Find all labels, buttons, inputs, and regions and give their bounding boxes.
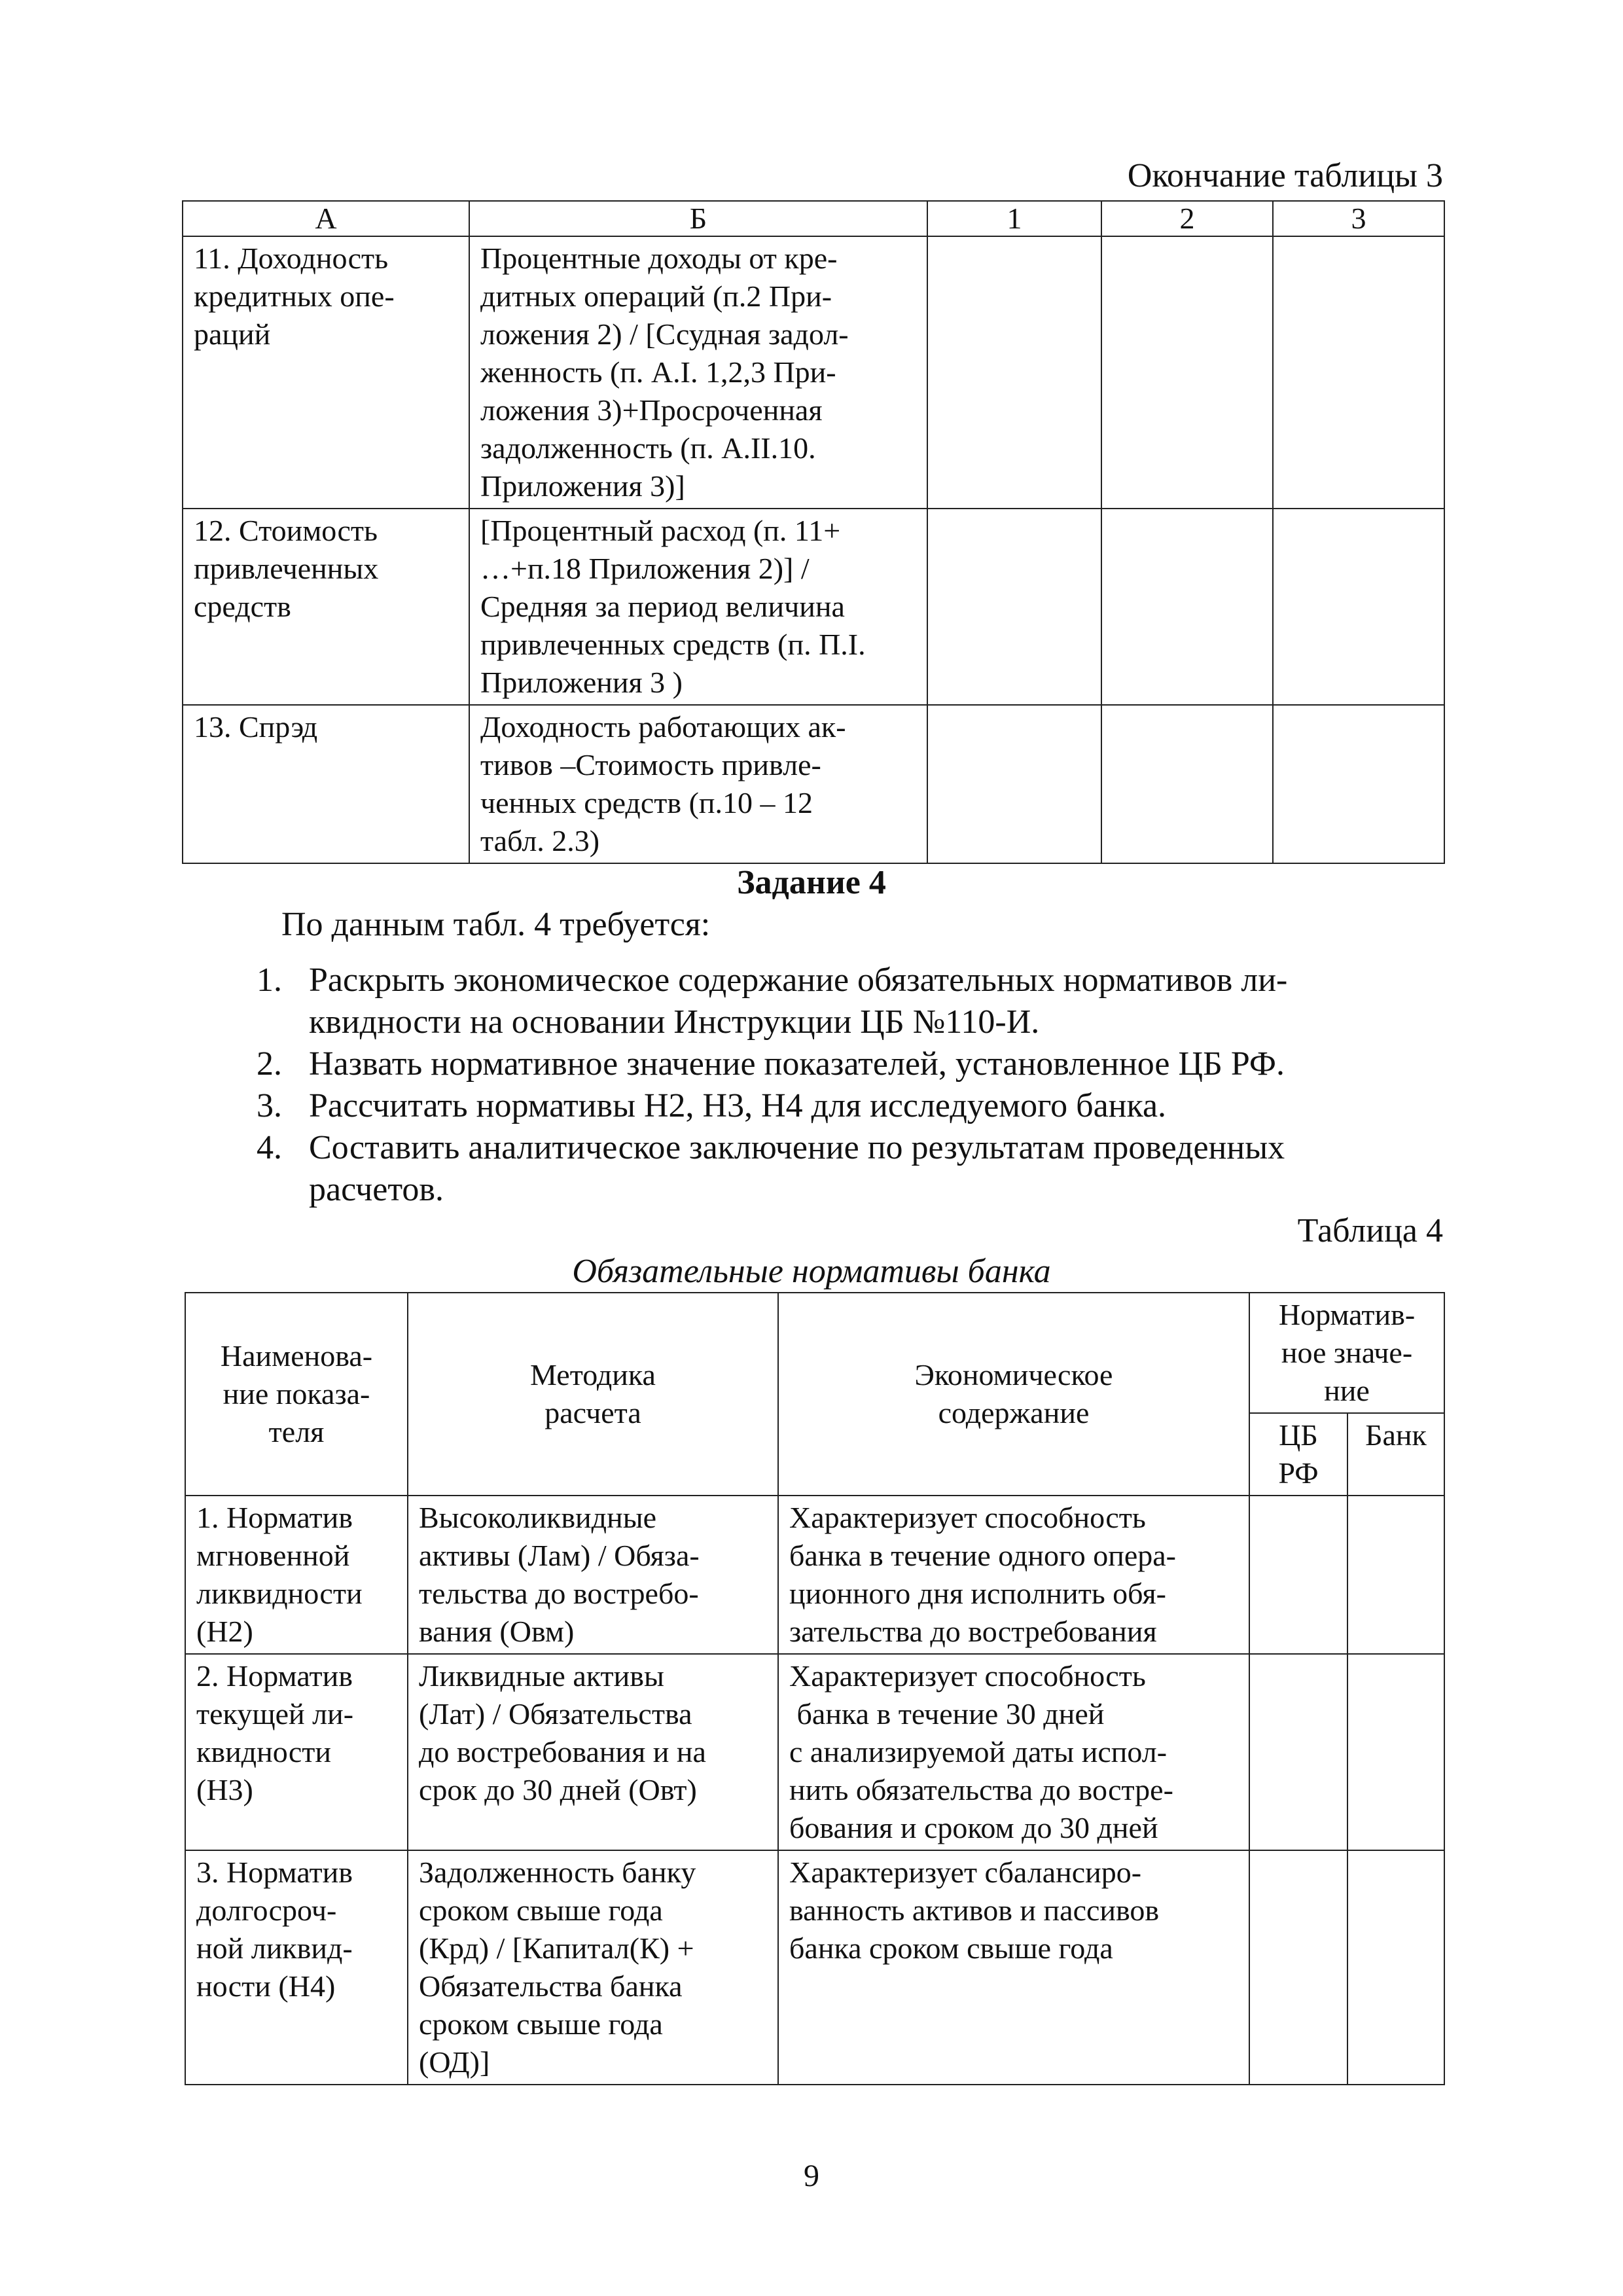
task-title: Задание 4	[737, 864, 886, 901]
table3	[182, 200, 1445, 864]
formula-cell: [Процентный расход (п. 11+ …+п.18 Приложения 2)] / Средняя за период величина привлеченных средств (п. П.I. Приложения 3 )	[469, 509, 927, 705]
bank-value-cell[interactable]	[1347, 1496, 1444, 1654]
table3-header-row	[183, 201, 1444, 236]
task-list	[257, 960, 1444, 1211]
table3-header-1: 1	[927, 201, 1101, 236]
header-bank: Банк	[1347, 1413, 1444, 1496]
economic-content-cell: Характеризует способность банка в течение одного опера- ционного дня исполнить обя- зательства до востребования	[778, 1496, 1249, 1654]
table3-header-b: Б	[469, 201, 927, 236]
method-cell: Ликвидные активы (Лат) / Обязательства до востребования и на срок до 30 дней (Овт)	[408, 1654, 778, 1850]
table-row	[183, 705, 1444, 863]
table3-header-2: 2	[1101, 201, 1273, 236]
list-item: 3. Рассчитать нормативы Н2, Н3, Н4 для исследуемого банка.	[257, 1085, 1444, 1127]
header-norm-value: Норматив- ное значе- ние	[1249, 1293, 1444, 1413]
value-cell-1[interactable]	[927, 705, 1101, 863]
list-item: 4. Составить аналитическое заключение по результатам проведенных расчетов.	[257, 1127, 1444, 1211]
bank-value-cell[interactable]	[1347, 1654, 1444, 1850]
table3-header-3: 3	[1273, 201, 1444, 236]
table-row	[183, 236, 1444, 509]
list-item-number: 1.	[257, 961, 282, 999]
table4-title: Обязательные нормативы банка	[572, 1253, 1051, 1290]
method-cell: Высоколиквидные активы (Лам) / Обяза- тельства до востребо- вания (Овм)	[408, 1496, 778, 1654]
list-item-number: 3.	[257, 1087, 282, 1124]
list-item: 2. Назвать нормативное значение показателей, установленное ЦБ РФ.	[257, 1043, 1444, 1085]
list-item: 1. Раскрыть экономическое содержание обязательных нормативов ли- квидности на основании Инструкции ЦБ №110-И.	[257, 960, 1444, 1043]
table4-header-row	[185, 1293, 1444, 1413]
formula-cell: Процентные доходы от кре- дитных операций (п.2 При- ложения 2) / [Ссудная задол- женность (п. А.I. 1,2,3 При- ложения 3)+Просроченная задолженность (п. А.II.10. Приложения 3)]	[469, 236, 927, 509]
cb-rf-value-cell[interactable]	[1249, 1654, 1347, 1850]
indicator-name-cell: 11. Доходность кредитных опе- раций	[183, 236, 469, 509]
table4	[185, 1292, 1445, 2085]
value-cell-3[interactable]	[1273, 705, 1444, 863]
header-method: Методика расчета	[408, 1293, 778, 1496]
list-item-number: 2.	[257, 1045, 282, 1083]
table3-continuation-caption: Окончание таблицы 3	[1127, 157, 1443, 194]
method-cell: Задолженность банку сроком свыше года (Крд) / [Капитал(К) + Обязательства банка сроком свыше года (ОД)]	[408, 1850, 778, 2085]
page-number: 9	[804, 2159, 819, 2193]
header-cb-rf: ЦБ РФ	[1249, 1413, 1347, 1496]
header-indicator-name: Наименова- ние показа- теля	[185, 1293, 408, 1496]
header-economic-content: Экономическое содержание	[778, 1293, 1249, 1496]
task-intro: По данным табл. 4 требуется:	[281, 906, 711, 943]
indicator-name-cell: 2. Норматив текущей ли- квидности (Н3)	[185, 1654, 408, 1850]
value-cell-3[interactable]	[1273, 509, 1444, 705]
indicator-name-cell: 12. Стоимость привлеченных средств	[183, 509, 469, 705]
list-item-number: 4.	[257, 1129, 282, 1166]
table-row	[185, 1850, 1444, 2085]
value-cell-1[interactable]	[927, 509, 1101, 705]
value-cell-2[interactable]	[1101, 509, 1273, 705]
table4-caption: Таблица 4	[1297, 1212, 1443, 1249]
indicator-name-cell: 3. Норматив долгосроч- ной ликвид- ности (Н4)	[185, 1850, 408, 2085]
table-row	[185, 1496, 1444, 1654]
indicator-name-cell: 1. Норматив мгновенной ликвидности (Н2)	[185, 1496, 408, 1654]
bank-value-cell[interactable]	[1347, 1850, 1444, 2085]
table3-header-a: А	[183, 201, 469, 236]
economic-content-cell: Характеризует сбалансиро- ванность активов и пассивов банка сроком свыше года	[778, 1850, 1249, 2085]
value-cell-2[interactable]	[1101, 705, 1273, 863]
value-cell-3[interactable]	[1273, 236, 1444, 509]
value-cell-1[interactable]	[927, 236, 1101, 509]
formula-cell: Доходность работающих ак- тивов –Стоимость привле- ченных средств (п.10 – 12 табл. 2.3)	[469, 705, 927, 863]
value-cell-2[interactable]	[1101, 236, 1273, 509]
economic-content-cell: Характеризует способность банка в течение 30 дней с анализируемой даты испол- нить обязательства до востре- бования и сроком до 30 дней	[778, 1654, 1249, 1850]
cb-rf-value-cell[interactable]	[1249, 1496, 1347, 1654]
table-row	[185, 1654, 1444, 1850]
cb-rf-value-cell[interactable]	[1249, 1850, 1347, 2085]
table-row	[183, 509, 1444, 705]
indicator-name-cell: 13. Спрэд	[183, 705, 469, 863]
